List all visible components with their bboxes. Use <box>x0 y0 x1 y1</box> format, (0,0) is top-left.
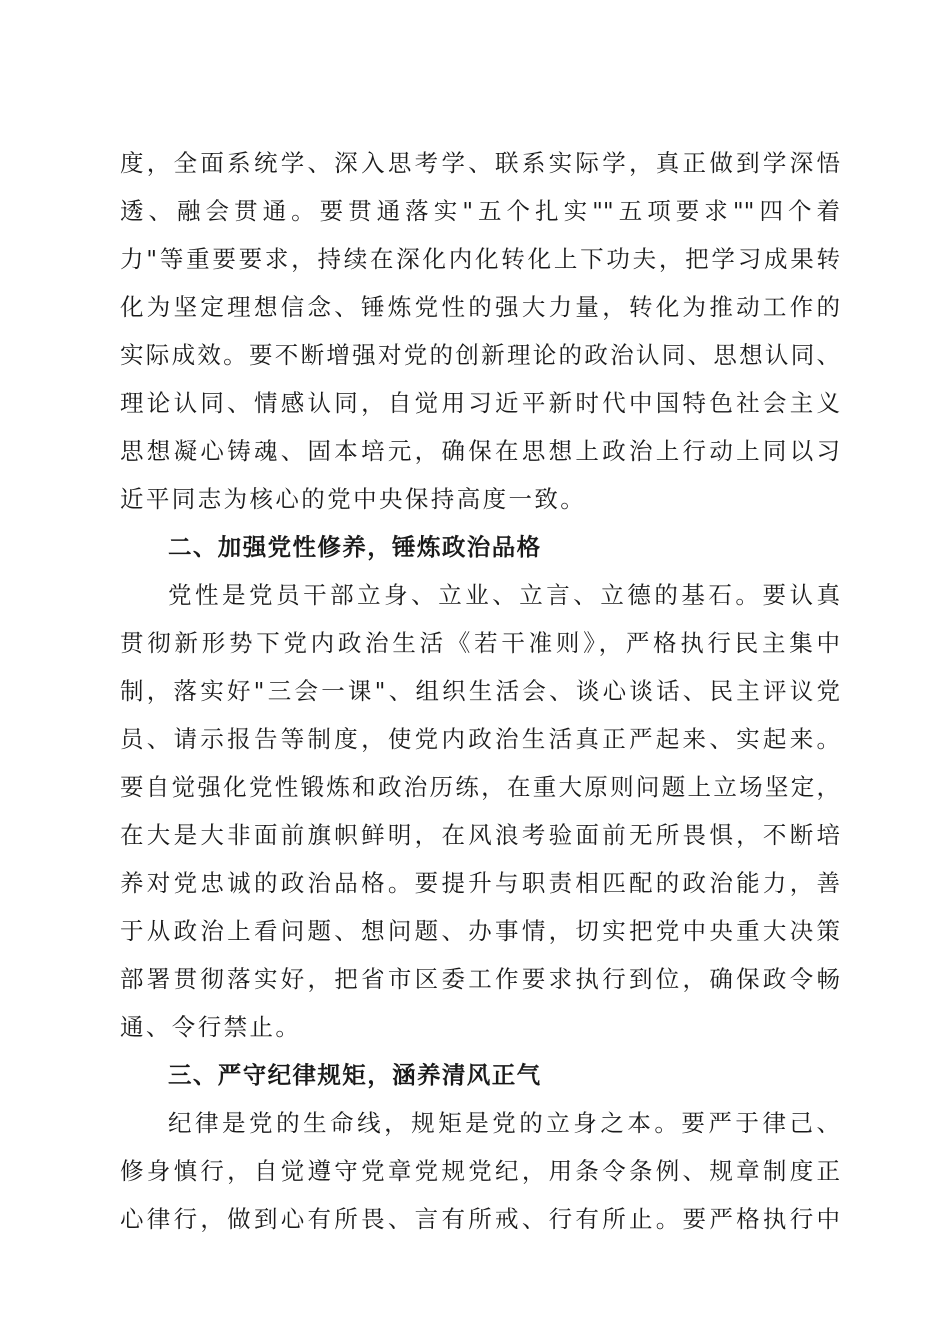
body-text-line: 党性是党员干部立身、立业、立言、立德的基石。要认真 <box>168 581 840 609</box>
body-text-line: 力"等重要要求，持续在深化内化转化上下功夫，把学习成果转 <box>120 245 840 273</box>
body-text-line: 度，全面系统学、深入思考学、联系实际学，真正做到学深悟 <box>120 149 840 177</box>
body-text-line: 制，落实好"三会一课"、组织生活会、谈心谈话、民主评议党 <box>120 677 840 705</box>
body-text-line: 心律行，做到心有所畏、言有所戒、行有所止。要严格执行中 <box>120 1205 840 1233</box>
body-text-line: 养对党忠诚的政治品格。要提升与职责相匹配的政治能力，善 <box>120 869 840 897</box>
section-heading: 二、加强党性修养，锤炼政治品格 <box>168 533 542 561</box>
body-text-line: 理论认同、情感认同，自觉用习近平新时代中国特色社会主义 <box>120 389 840 417</box>
body-text-line: 在大是大非面前旗帜鲜明，在风浪考验面前无所畏惧，不断培 <box>120 821 840 849</box>
body-text-line: 透、融会贯通。要贯通落实"五个扎实""五项要求""四个着 <box>120 197 840 225</box>
body-text-line: 思想凝心铸魂、固本培元，确保在思想上政治上行动上同以习 <box>120 437 840 465</box>
body-text-line: 员、请示报告等制度，使党内政治生活真正严起来、实起来。 <box>120 725 840 753</box>
body-text-line: 要自觉强化党性锻炼和政治历练，在重大原则问题上立场坚定， <box>120 773 840 801</box>
body-text-line: 贯彻新形势下党内政治生活《若干准则》，严格执行民主集中 <box>120 629 840 657</box>
body-text-line: 修身慎行，自觉遵守党章党规党纪，用条令条例、规章制度正 <box>120 1157 840 1185</box>
body-text-line: 实际成效。要不断增强对党的创新理论的政治认同、思想认同、 <box>120 341 840 369</box>
section-heading: 三、严守纪律规矩，涵养清风正气 <box>168 1061 542 1089</box>
body-text-line: 通、令行禁止。 <box>120 1013 302 1041</box>
body-text-line: 近平同志为核心的党中央保持高度一致。 <box>120 485 587 513</box>
body-text-line: 部署贯彻落实好，把省市区委工作要求执行到位，确保政令畅 <box>120 965 840 993</box>
body-text-line: 纪律是党的生命线，规矩是党的立身之本。要严于律己、 <box>168 1109 840 1137</box>
body-text-line: 于从政治上看问题、想问题、办事情，切实把党中央重大决策 <box>120 917 840 945</box>
body-text-line: 化为坚定理想信念、锤炼党性的强大力量，转化为推动工作的 <box>120 293 840 321</box>
